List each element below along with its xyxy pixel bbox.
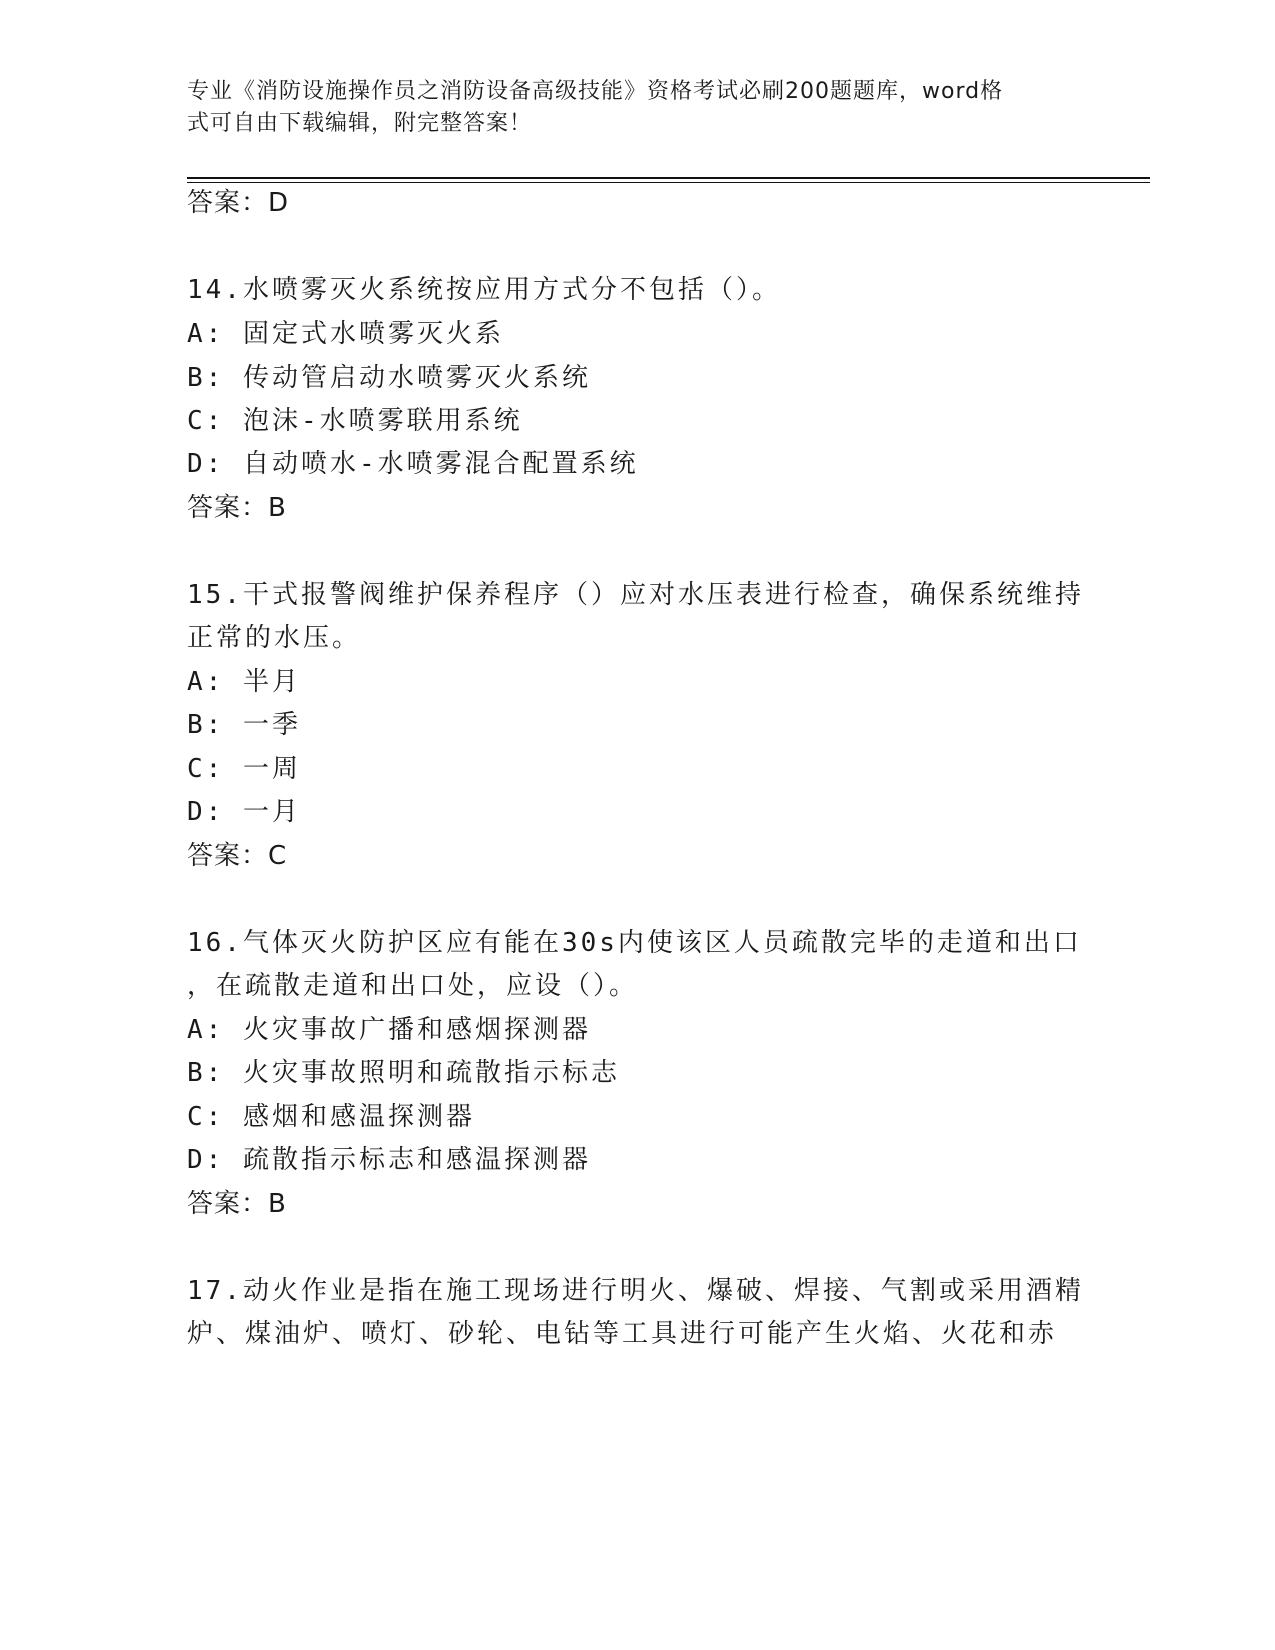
question-16-answer: 答案：B <box>187 1189 287 1219</box>
question-16-option-c: C: 感烟和感温探测器 <box>187 1102 475 1132</box>
question-17-stem-line-2: 炉、煤油炉、喷灯、砂轮、电钻等工具进行可能产生火焰、火花和赤 <box>187 1319 1058 1349</box>
header-rule-thick <box>187 177 1150 179</box>
question-16-stem-line-1: 16.气体灭火防护区应有能在30s内使该区人员疏散完毕的走道和出口 <box>187 928 1082 958</box>
question-16-option-d: D: 疏散指示标志和感温探测器 <box>187 1145 591 1175</box>
question-15-option-b: B: 一季 <box>187 710 301 740</box>
document-header <box>187 76 1067 140</box>
question-15-answer: 答案：C <box>187 841 288 871</box>
question-16-option-b: B: 火灾事故照明和疏散指示标志 <box>187 1058 620 1088</box>
header-rule-thin <box>187 182 1150 183</box>
question-14-stem: 14.水喷雾灭火系统按应用方式分不包括（）。 <box>187 275 781 305</box>
question-16-option-a: A: 火灾事故广播和感烟探测器 <box>187 1015 591 1045</box>
header-line-2: 式可自由下载编辑，附完整答案！ <box>187 111 533 136</box>
question-15-stem-line-1: 15.干式报警阀维护保养程序（）应对水压表进行检查，确保系统维持 <box>187 580 1084 610</box>
question-14-option-d: D: 自动喷水-水喷雾混合配置系统 <box>187 449 639 479</box>
question-16-stem-line-2: ，在疏散走道和出口处，应设（）。 <box>187 971 639 1001</box>
question-15-option-d: D: 一月 <box>187 797 301 827</box>
question-15-option-a: A: 半月 <box>187 667 301 697</box>
previous-answer: 答案：D <box>187 188 290 218</box>
question-14-option-c: C: 泡沫-水喷雾联用系统 <box>187 406 523 436</box>
question-15-option-c: C: 一周 <box>187 754 301 784</box>
question-14-answer: 答案：B <box>187 493 287 523</box>
question-14-option-a: A: 固定式水喷雾灭火系 <box>187 319 504 349</box>
header-line-1: 专业《消防设施操作员之消防设备高级技能》资格考试必刷200题题库，word格 <box>187 79 1004 104</box>
question-15-stem-line-2: 正常的水压。 <box>187 623 362 653</box>
question-17-stem-line-1: 17.动火作业是指在施工现场进行明火、爆破、焊接、气割或采用酒精 <box>187 1276 1084 1306</box>
question-14-option-b: B: 传动管启动水喷雾灭火系统 <box>187 363 591 393</box>
